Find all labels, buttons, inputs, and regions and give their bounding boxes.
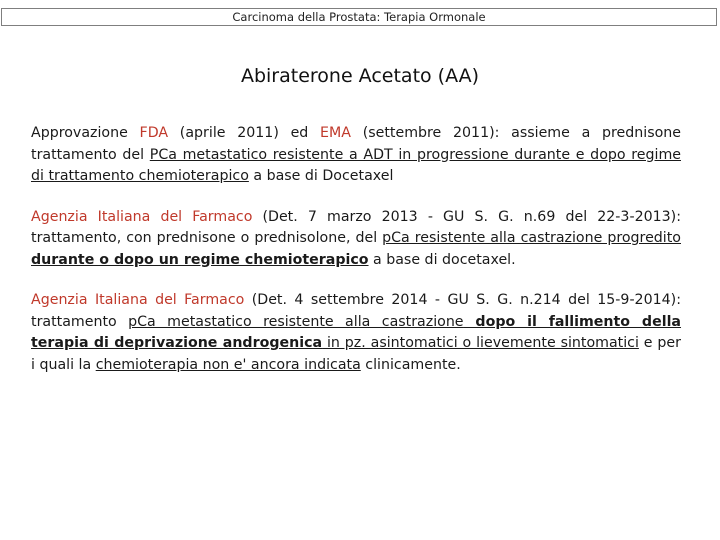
ema-label: EMA xyxy=(320,125,351,141)
header-title: Carcinoma della Prostata: Terapia Ormonale xyxy=(232,10,486,24)
bold-underlined-text: durante o dopo un regime chemioterapico xyxy=(31,251,369,268)
header-bar xyxy=(1,8,717,26)
text: a base di Docetaxel xyxy=(248,168,394,184)
slide-title: Abiraterone Acetato (AA) xyxy=(240,65,480,87)
underlined-text: chemioterapia non e' ancora indicata xyxy=(95,356,361,373)
text: (settembre 2011): assieme a prednisone trattamento del xyxy=(31,125,681,163)
paragraph-aifa-2013 xyxy=(31,207,681,272)
text: clinicamente. xyxy=(360,356,461,373)
underlined-text: PCa metastatico resistente a ADT in progressione durante e dopo regime di trattamento chemioterapico xyxy=(31,146,681,184)
text: a base di docetaxel. xyxy=(368,251,516,268)
underlined-text: pCa resistente alla castrazione progredito xyxy=(382,230,681,246)
underlined-text: in pz. asintomatici o lievemente sintomatici xyxy=(322,335,639,351)
agency-name: Agenzia Italiana del Farmaco xyxy=(31,208,253,225)
bold-underlined-text: dopo il fallimento della terapia di deprivazione androgenica xyxy=(31,313,682,351)
text: Approvazione xyxy=(31,125,140,141)
paragraph-approval xyxy=(31,123,681,188)
text: e per i quali la xyxy=(31,335,681,373)
text: (aprile 2011) ed xyxy=(168,125,321,141)
paragraph-aifa-2014 xyxy=(31,290,681,376)
fda-label: FDA xyxy=(139,125,169,141)
text: (Det. 7 marzo 2013 - GU S. G. n.69 del 22-3-2013): trattamento, con prednisone o prednisolone, del xyxy=(31,208,681,246)
agency-name: Agenzia Italiana del Farmaco xyxy=(31,292,245,308)
underlined-text: pCa metastatico resistente alla castrazione xyxy=(128,313,464,330)
slide-content xyxy=(31,123,681,395)
text: (Det. 4 settembre 2014 - GU S. G. n.214 del 15-9-2014): trattamento xyxy=(31,292,681,330)
